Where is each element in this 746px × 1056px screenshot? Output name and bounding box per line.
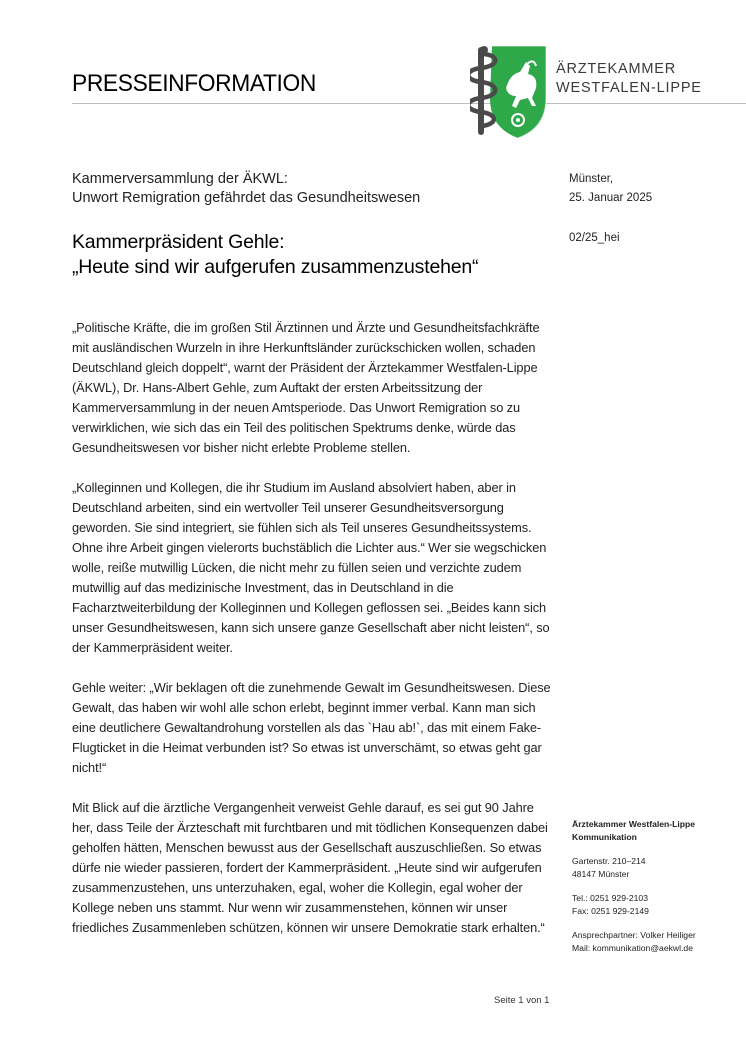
subtitle-line-1: Kammerversammlung der ÄKWL: [72, 171, 288, 187]
document-title: PRESSEINFORMATION [72, 70, 316, 97]
contact-city: 48147 Münster [572, 869, 630, 879]
page-number: Seite 1 von 1 [494, 995, 550, 1006]
org-name-line-1: ÄRZTEKAMMER [556, 61, 676, 77]
headline-line-1: Kammerpräsident Gehle: [72, 231, 285, 253]
contact-org: Ärztekammer Westfalen-Lippe [572, 819, 696, 829]
meta-date: 25. Januar 2025 [569, 192, 653, 204]
headline-line-2: „Heute sind wir aufgerufen zusammenzustehen“ [72, 255, 479, 278]
paragraph: „Kolleginnen und Kollegen, die ihr Studium im Ausland absolviert haben, aber in Deutschland arbeiten, sind ein wertvoller Teil unserer Gesundheitsversorgung geworden. Sie sind integriert, sie fühlen sich als Teil unseres Gesundheitssystems. Ohne ihre Arbeit gingen vielerorts buchstäblich die Lichter aus.“ Wer sie wegschicken wolle, reiße mutwillig Lücken, die nicht mehr zu füllen seien und verzichte zudem mutwillig auf das medizinische Investment, das in Deutschland in die Facharztweiterbildung der Kolleginnen und Kollegen geflossen sei. „Beides kann sich unser Gesundheitswesen, kann sich unsere ganze Gesellschaft aber nicht leisten“, so der Kammerpräsident weiter. [72, 480, 550, 655]
organization-name [556, 60, 702, 98]
body-text [72, 318, 554, 958]
contact-email[interactable]: Mail: kommunikation@aekwl.de [572, 943, 693, 953]
meta-place: Münster, [569, 173, 614, 185]
subtitle [72, 170, 420, 208]
contact-phone: Tel.: 0251 929-2103 [572, 893, 648, 903]
contact-person: Ansprechpartner: Volker Heiliger [572, 930, 696, 940]
paragraph: Gehle weiter: „Wir beklagen oft die zunehmende Gewalt im Gesundheitswesen. Diese Gewalt, das haben wir wohl alle schon erlebt, beginnt immer verbal. Kann man sich eine deutlichere Gewaltandrohung vorstellen als das `Hau ab!`, das mit einem Fake-Flugticket in die Heimat verbunden ist? So etwas ist unverschämt, so etwas geht gar nicht!“ [72, 680, 551, 775]
contact-dept: Kommunikation [572, 832, 637, 842]
paragraph: „Politische Kräfte, die im großen Stil Ärztinnen und Ärzte und Gesundheitsfachkräfte mit ausländischen Wurzeln in ihre Herkunftsländer zurückschicken wollen, schaden Deutschland gleich doppelt“, warnt der Präsident der Ärztekammer Westfalen-Lippe (ÄKWL), Dr. Hans-Albert Gehle, zum Auftakt der ersten Arbeitssitzung der Kammerversammlung in der neuen Amtsperiode. Das Unwort Remigration so zu verwirklichen, wie sich das ein Teil des politischen Spektrums denke, würde das Gesundheitswesen vor bisher nicht erlebte Probleme stellen. [72, 320, 540, 455]
paragraph: Mit Blick auf die ärztliche Vergangenheit verweist Gehle darauf, es sei gut 90 Jahre her, dass Teile der Ärzteschaft mit furchtbaren und mit tödlichen Konsequenzen dabei geholfen hätten, Menschen bewusst aus der Gesellschaft auszuschließen. So etwas dürfe nie wieder passieren, fordert der Kammerpräsident. „Heute sind wir aufgerufen zusammenzustehen, uns unterzuhaken, egal, woher die Kollegin, egal woher der Kollege neben uns stammt. Nur wenn wir zusammenstehen, können wir unser friedliches Zusammenleben schützen, können wir unsere Demokratie stark erhalten.“ [72, 800, 548, 935]
contact-block [572, 818, 742, 955]
contact-fax: Fax: 0251 929-2149 [572, 906, 649, 916]
header-rule [72, 103, 746, 104]
org-name-line-2: WESTFALEN-LIPPE [556, 80, 702, 96]
meta-reference: 02/25_hei [569, 232, 620, 244]
aekwl-shield-logo [470, 44, 548, 140]
headline [72, 230, 478, 279]
contact-street: Gartenstr. 210–214 [572, 856, 646, 866]
subtitle-line-2: Unwort Remigration gefährdet das Gesundheitswesen [72, 190, 421, 206]
